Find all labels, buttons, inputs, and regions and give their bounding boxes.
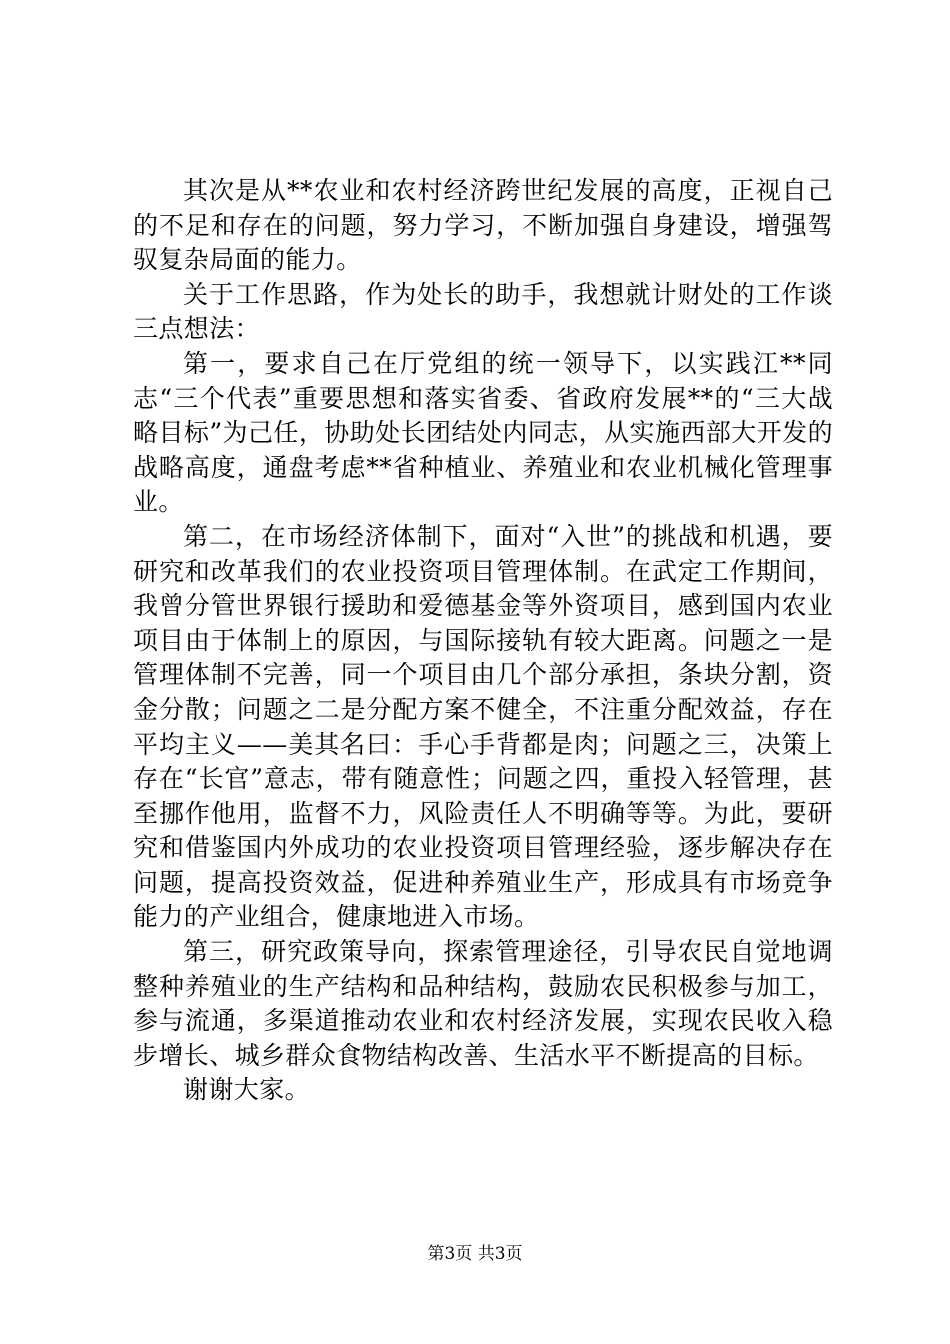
paragraph-5: 第三，研究政策导向，探索管理途径，引导农民自觉地调整种养殖业的生产结构和品种结构，鼓励农民积极参与加工，参与流通，多渠道推动农业和农村经济发展，实现农民收入稳步增长、城乡群众食物结构改善、生活水平不断提高的目标。 [133, 937, 833, 1070]
paragraph-2: 关于工作思路，作为处长的助手，我想就计财处的工作谈三点想法： [133, 279, 833, 344]
paragraph-4: 第二，在市场经济体制下，面对“入世”的挑战和机遇，要研究和改革我们的农业投资项目管理体制。在武定工作期间，我曾分管世界银行援助和爱德基金等外资项目，感到国内农业项目由于体制上的原因，与国际接轨有较大距离。问题之一是管理体制不完善，同一个项目由几个部分承担，条块分割，资金分散；问题之二是分配方案不健全，不注重分配效益，存在平均主义——美其名曰：手心手背都是肉；问题之三，决策上存在“长官”意志，带有随意性；问题之四，重投入轻管理，甚至挪作他用，监督不力，风险责任人不明确等等。为此，要研究和借鉴国内外成功的农业投资项目管理经验，逐步解决存在问题，提高投资效益，促进种养殖业生产，形成具有市场竞争能力的产业组合，健康地进入市场。 [133, 521, 833, 932]
document-body [133, 174, 833, 1108]
paragraph-1: 其次是从**农业和农村经济跨世纪发展的高度，正视自己的不足和存在的问题，努力学习，不断加强自身建设，增强驾驭复杂局面的能力。 [133, 176, 833, 275]
page-footer: 第3页 共3页 [427, 1244, 523, 1264]
paragraph-3: 第一，要求自己在厅党组的统一领导下，以实践江**同志“三个代表”重要思想和落实省委、省政府发展**的“三大战略目标”为己任，协助处长团结处内同志，从实施西部大开发的战略高度，通盘考虑**省种植业、养殖业和农业机械化管理事业。 [133, 348, 833, 517]
paragraph-6: 谢谢大家。 [183, 1075, 311, 1105]
